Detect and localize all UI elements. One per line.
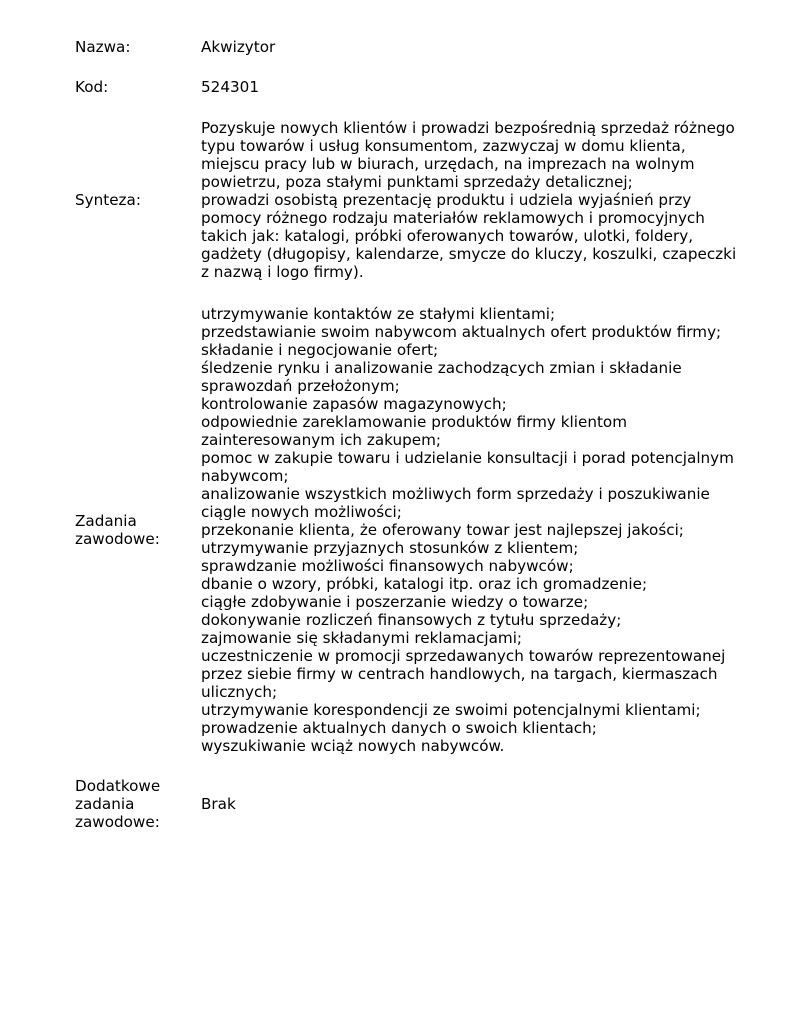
zadania-line: sprawdzanie możliwości finansowych nabywców; [201, 557, 574, 575]
zadania-line: ciągle nowych możliwości; [201, 503, 402, 521]
label-synteza: Synteza: [75, 191, 141, 209]
value-synteza [201, 119, 761, 281]
label-zadania [75, 512, 201, 548]
record-zadania [75, 305, 761, 755]
zadania-line: przekonanie klienta, że oferowany towar jest najlepszej jakości; [201, 521, 684, 539]
record-kod [75, 78, 761, 96]
synteza-line: typu towarów i usług konsumentom, zazwyczaj w domu klienta, [201, 137, 686, 155]
zadania-line: utrzymywanie korespondencji ze swoimi potencjalnymi klientami; [201, 701, 701, 719]
zadania-line: ciągłe zdobywanie i poszerzanie wiedzy o towarze; [201, 593, 589, 611]
zadania-line: nabywcom; [201, 467, 289, 485]
value-dodatkowe: Brak [201, 795, 236, 813]
synteza-line: takich jak: katalogi, próbki oferowanych towarów, ulotki, foldery, [201, 227, 694, 245]
zadania-line: przedstawianie swoim nabywcom aktualnych ofert produktów firmy; [201, 323, 722, 341]
zadania-line: zajmowanie się składanymi reklamacjami; [201, 629, 523, 647]
synteza-line: Pozyskuje nowych klientów i prowadzi bezpośrednią sprzedaż różnego [201, 119, 735, 137]
synteza-line: miejscu pracy lub w biurach, urzędach, na imprezach na wolnym [201, 155, 695, 173]
label-dodatkowe-line: Dodatkowe [75, 777, 161, 795]
synteza-line: powietrzu, poza stałymi punktami sprzedaży detalicznej; [201, 173, 633, 191]
zadania-line: dbanie o wzory, próbki, katalogi itp. oraz ich gromadzenie; [201, 575, 648, 593]
record-nazwa [75, 38, 761, 56]
value-nazwa: Akwizytor [201, 38, 276, 56]
zadania-line: dokonywanie rozliczeń finansowych z tytułu sprzedaży; [201, 611, 622, 629]
zadania-line: odpowiednie zareklamowanie produktów firmy klientom [201, 413, 627, 431]
zadania-line: kontrolowanie zapasów magazynowych; [201, 395, 507, 413]
label-dodatkowe-line: zawodowe: [75, 813, 160, 831]
zadania-line: analizowanie wszystkich możliwych form sprzedaży i poszukiwanie [201, 485, 710, 503]
zadania-line: składanie i negocjowanie ofert; [201, 341, 439, 359]
label-kod: Kod: [75, 78, 109, 96]
synteza-line: pomocy różnego rodzaju materiałów reklamowych i promocyjnych [201, 209, 705, 227]
label-nazwa: Nazwa: [75, 38, 131, 56]
zadania-line: uczestniczenie w promocji sprzedawanych towarów reprezentowanej [201, 647, 726, 665]
zadania-line: wyszukiwanie wciąż nowych nabywców. [201, 737, 505, 755]
zadania-line: ulicznych; [201, 683, 278, 701]
label-dodatkowe [75, 777, 201, 831]
synteza-line: z nazwą i logo firmy). [201, 263, 364, 281]
synteza-line: gadżety (długopisy, kalendarze, smycze do kluczy, koszulki, czapeczki [201, 245, 737, 263]
label-zadania-line: zawodowe: [75, 530, 160, 548]
record-dodatkowe [75, 777, 761, 831]
zadania-line: utrzymywanie kontaktów ze stałymi klientami; [201, 305, 556, 323]
zadania-line: pomoc w zakupie towaru i udzielanie konsultacji i porad potencjalnym [201, 449, 734, 467]
zadania-line: utrzymywanie przyjaznych stosunków z klientem; [201, 539, 579, 557]
zadania-line: śledzenie rynku i analizowanie zachodzących zmian i składanie [201, 359, 682, 377]
label-dodatkowe-line: zadania [75, 795, 135, 813]
value-zadania [201, 305, 761, 755]
label-zadania-line: Zadania [75, 512, 137, 530]
value-kod: 524301 [201, 78, 259, 96]
zadania-line: sprawozdań przełożonym; [201, 377, 400, 395]
zadania-line: zainteresowanym ich zakupem; [201, 431, 441, 449]
zadania-line: przez siebie firmy w centrach handlowych, na targach, kiermaszach [201, 665, 718, 683]
zadania-line: prowadzenie aktualnych danych o swoich klientach; [201, 719, 597, 737]
synteza-line: prowadzi osobistą prezentację produktu i udziela wyjaśnień przy [201, 191, 692, 209]
record-synteza [75, 119, 761, 281]
